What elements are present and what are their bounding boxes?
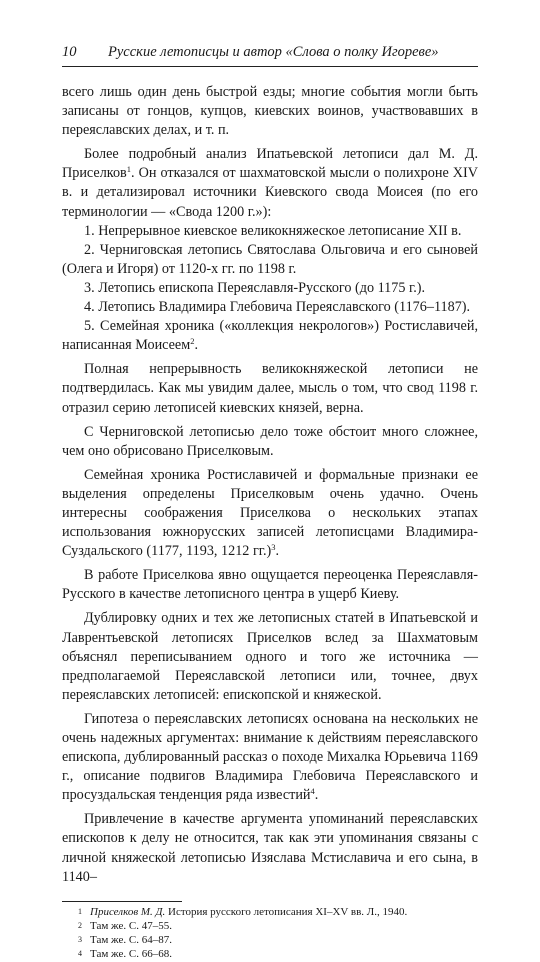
paragraph: Семейная хроника Ростиславичей и формальные признаки ее выделения определены Приселковым очень удачно. Очень интересны соображения Приселкова о нескольких этапах использования южнорусских записей летописцами Владимира-Суздальского (1177, 1193, 1212 гг.)$^3$. xyxy=(62,466,478,560)
body-text xyxy=(62,83,478,887)
footnote-ref[interactable]: 1 xyxy=(126,164,131,175)
page-number: 10 xyxy=(62,44,77,60)
list-item: 2. Черниговская летопись Святослава Ольговича и его сыновей (Олега и Игоря) от 1120-х гг. по 1198 г. xyxy=(62,241,478,277)
sources-list xyxy=(62,222,478,356)
footnote-divider xyxy=(62,901,182,902)
footnote-ref[interactable]: 4 xyxy=(310,786,315,797)
footnotes xyxy=(62,905,478,962)
list-item: 5. Семейная хроника («коллекция некрологов») Ростиславичей, написанная Моисеем$^2$. xyxy=(62,318,478,354)
footnote-mark: 1 xyxy=(78,906,82,916)
footnote: 3 Там же. С. 64–87. xyxy=(62,933,478,947)
list-item: 4. Летопись Владимира Глебовича Переяславского (1176–1187). xyxy=(84,299,471,316)
footnote-mark: 2 xyxy=(78,920,82,930)
footnote-mark: 3 xyxy=(78,935,82,945)
list-item: 1. Непрерывное киевское великокняжеское летописание XII в. xyxy=(84,222,462,239)
footnote-ref[interactable]: 2 xyxy=(190,336,195,347)
running-title: Русские летописцы и автор «Слова о полку Игореве» xyxy=(108,44,439,60)
paragraph: Более подробный анализ Ипатьевской летописи дал М. Д. Приселков$^1$. Он отказался от шахматовской мысли о полихроне XIV в. и детализировал источники Киевского свода Моисея (по его терминологии — «Свода 1200 г.»): xyxy=(62,146,478,220)
paragraph: Гипотеза о переяславских летописях основана на нескольких не очень надежных аргументах: внимание к действиям переяславского епископа, дублированный рассказ о походе Михалка Юрьевича 1169 г., описание подвигов Владимира Глебовича Переяславского и просуздальская тенденция ряда известий$^4$. xyxy=(62,710,478,804)
footnote: 1 Приселков М. Д. История русского летописания XI–XV вв. Л., 1940. xyxy=(62,905,478,919)
paragraph: Полная непрерывность великокняжеской летописи не подтвердилась. Как мы увидим далее, мысль о том, что свод 1198 г. отразил серию летописей киевских князей, верна. xyxy=(62,361,478,416)
paragraph: всего лишь один день быстрой езды; многие события могли быть записаны от гонцов, купцов, киевских воинов, участвовавших в переяславских делах, и т. п. xyxy=(62,84,478,139)
footnote: 2 Там же. С. 47–55. xyxy=(62,919,478,933)
footnote-mark: 4 xyxy=(78,949,82,959)
running-head xyxy=(62,44,478,67)
paragraph: Привлечение в качестве аргумента упоминаний переяславских епископов к делу не относится, так как эти упоминания связаны с личной княжеской летописью Изяслава Мстиславича и его сына, в 1140– xyxy=(62,811,478,885)
page xyxy=(62,44,478,962)
paragraph: С Черниговской летописью дело тоже обстоит много сложнее, чем оно обрисовано Приселковым. xyxy=(62,423,478,459)
paragraph: В работе Приселкова явно ощущается переоценка Переяславля-Русского в качестве летописного центра в ущерб Киеву. xyxy=(62,567,478,603)
footnote-ref[interactable]: 3 xyxy=(271,542,276,553)
footnote: 4 Там же. С. 66–68. xyxy=(62,947,478,961)
list-item: 3. Летопись епископа Переяславля-Русского (до 1175 г.). xyxy=(84,279,426,296)
footnote-author: Приселков М. Д. xyxy=(90,905,166,918)
paragraph: Дублировку одних и тех же летописных статей в Ипатьевской и Лаврентьевской летописях Приселков вслед за Шахматовым объяснял переписыванием одного и того же источника — предполагаемой Переяславской летописи или, точнее, двух переяславских летописей: епископской и княжеской. xyxy=(62,610,478,703)
